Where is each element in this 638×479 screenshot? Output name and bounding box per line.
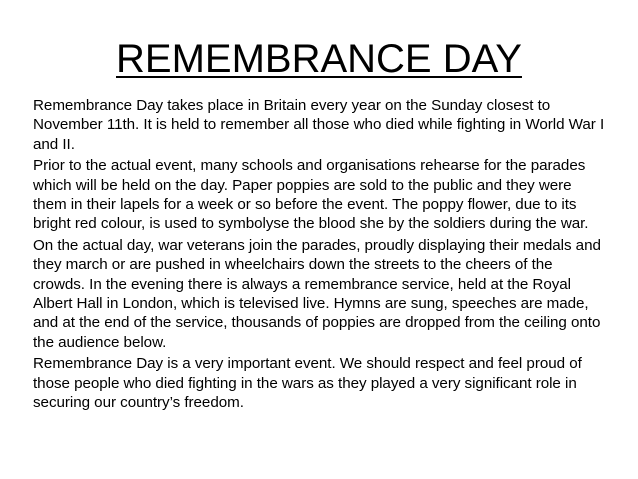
paragraph-actual-day: On the actual day, war veterans join the parades, proudly displaying their medals and they march or are pushed in wheelchairs down the streets to the cheers of the crowds. In the evening there is always a remembrance service, held at the Royal Albert Hall in London, which is televised live. Hymns are sung, speeches are made, and at the end of the service, thousands of poppies are dropped from the ceiling onto the audience below.: [33, 236, 601, 351]
page-title-text: REMEMBRANCE DAY: [116, 37, 522, 81]
paragraph-intro: Remembrance Day takes place in Britain every year on the Sunday closest to November 11th. It is held to remember all those who died while fighting in World War I and II.: [33, 97, 605, 153]
page-title: [0, 36, 638, 82]
body-text: [33, 96, 608, 415]
paragraph-conclusion: Remembrance Day is a very important event. We should respect and feel proud of those people who died fighting in the wars as they played a very significant role in securing our country’s freedom.: [33, 355, 582, 412]
paragraph-preparation: Prior to the actual event, many schools and organisations rehearse for the parades which will be held on the day. Paper poppies are sold to the public and they were them in their lapels for a week or so before the event. The poppy flower, due to its bright red colour, is used to symbolyse the blood she by the soldiers during the war.: [33, 157, 589, 233]
